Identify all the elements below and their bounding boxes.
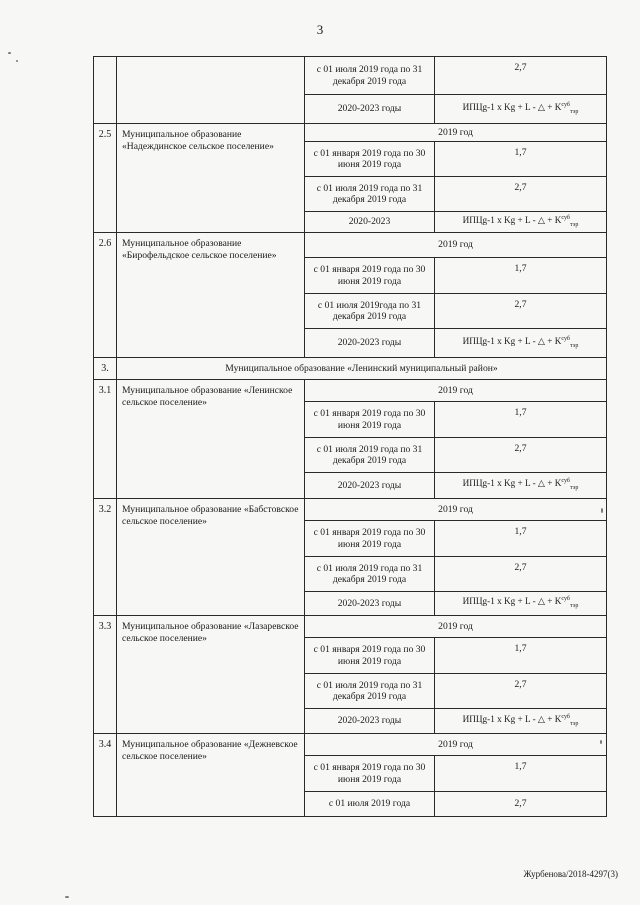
period-cell: с 01 июля 2019 года [305, 792, 435, 817]
year-cell: 2019 год [305, 124, 607, 142]
value-cell: 1,7 [435, 402, 607, 438]
value-cell: 2,7 [435, 57, 607, 95]
table-row [94, 734, 607, 756]
value-cell: 1,7 [435, 142, 607, 177]
formula-k: K [554, 478, 562, 489]
section-number: 3. [94, 358, 117, 380]
formula-cell [435, 473, 607, 499]
municipality-cell [117, 57, 305, 124]
table-row [94, 233, 607, 258]
year-cell: 2019 год [305, 616, 607, 638]
municipality-cell: Муниципальное образование «Бирофельдское сельское поселение» [117, 233, 305, 358]
formula-cell [435, 709, 607, 734]
scan-speck [600, 740, 602, 744]
formula-k: K [554, 336, 562, 347]
year-cell: 2019 год [305, 499, 607, 521]
formula-k-sub: тэр [569, 108, 579, 115]
table-row [94, 616, 607, 638]
section-title: Муниципальное образование «Ленинский муниципальный район» [117, 358, 607, 380]
table-row [94, 124, 607, 142]
formula-k-sup: суб [561, 214, 570, 221]
period-cell: 2020-2023 годы [305, 709, 435, 734]
formula-k-sup: суб [561, 713, 570, 720]
municipality-cell: Муниципальное образование «Бабстовское сельское поселение» [117, 499, 305, 616]
formula-k: K [554, 596, 562, 607]
period-cell: с 01 января 2019 года по 30 июня 2019 года [305, 402, 435, 438]
year-cell: 2019 год [305, 380, 607, 402]
formula-k-sub: тэр [569, 720, 579, 727]
formula-k-sub: тэр [569, 485, 579, 492]
period-cell: с 01 июля 2019 года по 31 декабря 2019 года [305, 438, 435, 473]
value-cell: 2,7 [435, 294, 607, 329]
table-row [94, 380, 607, 402]
period-cell: с 01 января 2019 года по 30 июня 2019 года [305, 521, 435, 557]
formula-text: ИПЦg-1 x Kg + L - △ + [462, 478, 553, 489]
municipality-cell: Муниципальное образование «Лазаревское сельское поселение» [117, 616, 305, 734]
value-cell: 1,7 [435, 258, 607, 294]
row-number-cell: 3.3 [94, 616, 117, 734]
period-cell: с 01 января 2019 года по 30 июня 2019 года [305, 258, 435, 294]
formula-k-sub: тэр [569, 342, 579, 349]
section-heading-row [94, 358, 607, 380]
row-number-cell: 3.1 [94, 380, 117, 499]
period-cell: с 01 июля 2019года по 31 декабря 2019 года [305, 294, 435, 329]
value-cell: 1,7 [435, 756, 607, 792]
scan-speck [65, 896, 69, 898]
formula-k-sub: тэр [569, 221, 579, 228]
period-cell: 2020-2023 годы [305, 592, 435, 616]
value-cell: 2,7 [435, 674, 607, 709]
table-row [94, 499, 607, 521]
period-cell: с 01 июля 2019 года по 31 декабря 2019 года [305, 674, 435, 709]
period-cell: 2020-2023 годы [305, 95, 435, 124]
formula-k: K [554, 102, 562, 113]
formula-text: ИПЦg-1 x Kg + L - △ + [462, 102, 553, 113]
row-number-cell: 3.4 [94, 734, 117, 817]
formula-k: K [554, 215, 562, 226]
value-cell: 2,7 [435, 792, 607, 817]
scan-speck [16, 60, 18, 62]
value-cell: 2,7 [435, 557, 607, 592]
value-cell: 2,7 [435, 177, 607, 212]
formula-k-sub: тэр [569, 603, 579, 610]
document-reference: Журбенова/2018-4297(3) [523, 869, 618, 879]
formula-text: ИПЦg-1 x Kg + L - △ + [462, 714, 553, 725]
formula-cell [435, 592, 607, 616]
period-cell: с 01 июля 2019 года по 31 декабря 2019 года [305, 177, 435, 212]
table-row [94, 57, 607, 95]
period-cell: с 01 января 2019 года по 30 июня 2019 года [305, 142, 435, 177]
tariff-table [93, 56, 607, 817]
formula-k-sup: суб [561, 478, 570, 485]
formula-k-sup: суб [561, 101, 570, 108]
period-cell: 2020-2023 годы [305, 329, 435, 358]
row-number-cell: 2.5 [94, 124, 117, 233]
scan-speck [8, 52, 11, 54]
municipality-cell: Муниципальное образование «Надеждинское сельское поселение» [117, 124, 305, 233]
formula-text: ИПЦg-1 x Kg + L - △ + [462, 336, 553, 347]
row-number-cell: 3.2 [94, 499, 117, 616]
year-cell: 2019 год [305, 233, 607, 258]
municipality-cell: Муниципальное образование «Ленинское сельское поселение» [117, 380, 305, 499]
year-cell: 2019 год [305, 734, 607, 756]
formula-text: ИПЦg-1 x Kg + L - △ + [462, 596, 553, 607]
municipality-cell: Муниципальное образование «Дежневское сельское поселение» [117, 734, 305, 817]
period-cell: 2020-2023 годы [305, 473, 435, 499]
formula-cell [435, 212, 607, 233]
page-number: 3 [316, 22, 324, 37]
value-cell: 1,7 [435, 638, 607, 674]
formula-cell [435, 329, 607, 358]
row-number-cell: 2.6 [94, 233, 117, 358]
formula-k-sup: суб [561, 596, 570, 603]
scan-speck [601, 508, 603, 513]
formula-k-sup: суб [561, 335, 570, 342]
formula-cell [435, 95, 607, 124]
value-cell: 1,7 [435, 521, 607, 557]
formula-k: K [554, 714, 562, 725]
period-cell: с 01 января 2019 года по 30 июня 2019 года [305, 756, 435, 792]
period-cell: 2020-2023 [305, 212, 435, 233]
period-cell: с 01 января 2019 года по 30 июня 2019 года [305, 638, 435, 674]
row-number-cell [94, 57, 117, 124]
formula-text: ИПЦg-1 x Kg + L - △ + [462, 215, 553, 226]
period-cell: с 01 июля 2019 года по 31 декабря 2019 года [305, 557, 435, 592]
value-cell: 2,7 [435, 438, 607, 473]
period-cell: с 01 июля 2019 года по 31 декабря 2019 года [305, 57, 435, 95]
